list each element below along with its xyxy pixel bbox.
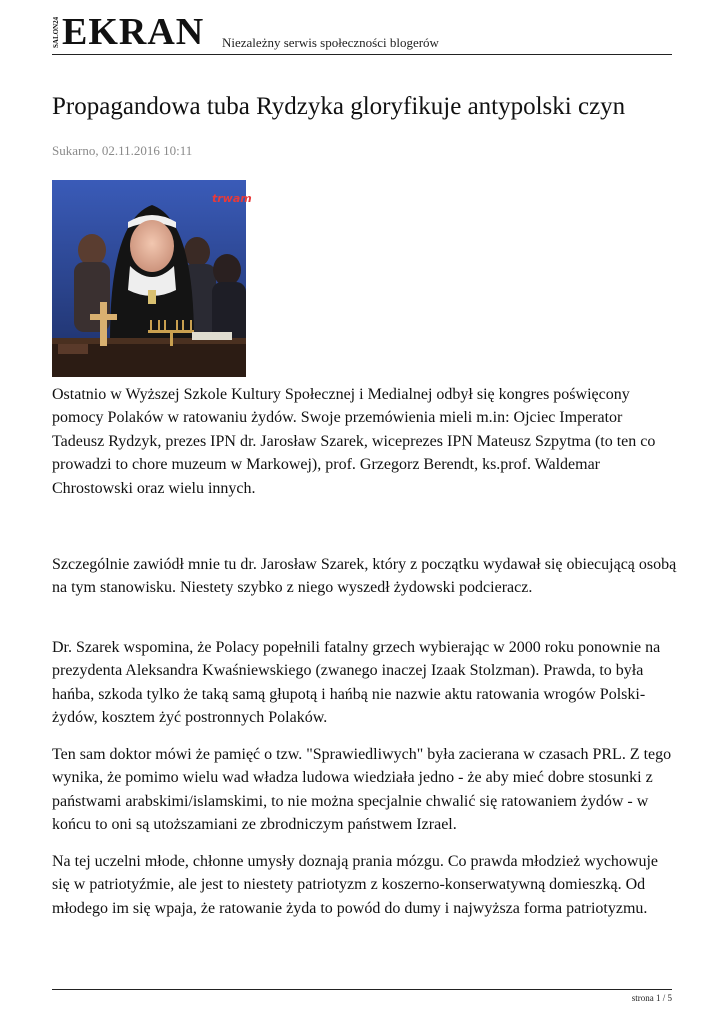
paragraph: Ten sam doktor mówi że pamięć o tzw. "Sprawiedliwych" była zacierana w czasach PRL. Z tego wynika, że pomimo wielu wad władza ludowa wiedziała jedno - że aby mieć dobre stosunki z państwami arabskimi/islamskimi, to nie można specjalnie chwalić się ratowaniem żydów - w końcu to oni są utoższamiani ze zbrodniczym państwem Izrael.	[52, 746, 672, 834]
site-tagline: Niezależny serwis społeczności blogerów	[222, 35, 439, 50]
article-byline: Sukarno, 02.11.2016 10:11	[52, 143, 193, 158]
logo-prefix: SALON24	[52, 16, 60, 48]
article-body	[52, 383, 677, 917]
paragraph: Szczególnie zawiódł mnie tu dr. Jarosław Szarek, który z początku wydawał się obiecującą osobą na tym stanowisku. Niestety szybko z niego wyszedł żydowski podcieracz.	[52, 556, 677, 597]
nun-at-podium-illustration	[52, 180, 252, 377]
page-number: strona 1 / 5	[631, 993, 672, 1003]
paragraph: Dr. Szarek wspomina, że Polacy popełnili fatalny grzech wybierając w 2000 roku ponownie na prezydenta Aleksandra Kwaśniewskiego (zwanego inaczej Izaak Stolzman). Prawda, to była hańba, szkoda tylko że taką samą głupotą i hańbą nie nazwie aktu ratowania wrogów Polski- żydów, kosztem żyć postronnych Polaków.	[52, 639, 661, 727]
paragraph: Na tej uczelni młode, chłonne umysły doznają prania mózgu. Co prawda młodzież wychowuje się w patriotyźmie, ale jest to niestety patriotyzm z koszerno-konserwatywną domieszką. Od młodego im się wpaja, że ratowanie żyda to powód do dumy i najwyższa forma patriotyzmu.	[52, 853, 659, 917]
logo-text: EKRAN	[62, 11, 205, 53]
paragraph: Ostatnio w Wyższej Szkole Kultury Społecznej i Medialnej odbył się kongres poświęcony pomocy Polaków w ratowaniu żydów. Swoje przemówienia mieli m.in: Ojciec Imperator Tadeusz Rydzyk, prezes IPN dr. Jarosław Szarek, wiceprezes IPN Mateusz Szpytma (to ten co prowadzi to chore muzeum w Markowej), prof. Grzegorz Berendt, ks.prof. Waldemar Chrostowski oraz wielu innych.	[52, 386, 656, 497]
page-footer	[52, 989, 672, 1003]
tv-watermark: trwam	[212, 192, 252, 205]
article-title: Propagandowa tuba Rydzyka gloryfikuje antypolski czyn	[52, 93, 626, 120]
article-photo	[52, 180, 252, 377]
page-header	[52, 11, 672, 55]
